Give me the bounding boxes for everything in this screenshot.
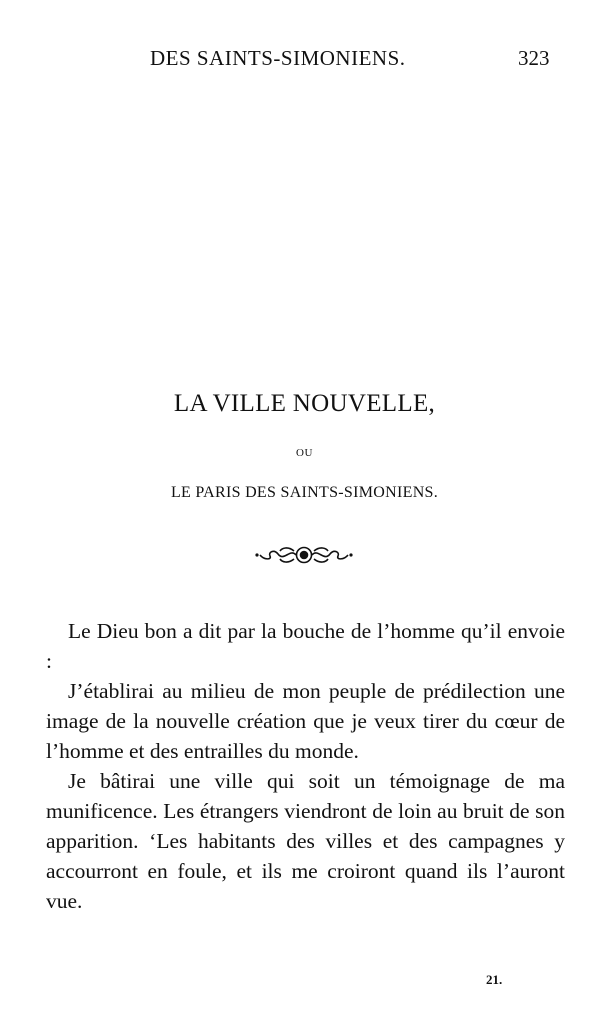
running-title: DES SAINTS-SIMONIENS. bbox=[150, 46, 406, 70]
paragraph: Je bâtirai une ville qui soit un témoignage de ma munificence. Les étrangers viendront de loin au bruit de son apparition. ‘Les habitants des villes et des campagnes y accourront en foule, et ils me croiront quand ils l’auront vue. bbox=[46, 769, 565, 913]
chapter-subtitle: LE PARIS DES SAINTS-SIMONIENS. bbox=[170, 484, 439, 501]
paragraph: J’établirai au milieu de mon peuple de prédilection une image de la nouvelle création que je veux tirer du cœur de l’homme et des entrailles du monde. bbox=[46, 679, 565, 763]
chapter-title: LA VILLE NOUVELLE, bbox=[173, 390, 436, 417]
fleuron-ornament-icon bbox=[254, 542, 354, 568]
paragraph: Le Dieu bon a dit par la bouche de l’homme qu’il envoie : bbox=[46, 619, 565, 673]
body-text bbox=[46, 616, 565, 916]
signature-mark: 21. bbox=[486, 972, 503, 987]
page-number: 323 bbox=[518, 46, 550, 70]
title-connector: OU bbox=[296, 447, 313, 459]
